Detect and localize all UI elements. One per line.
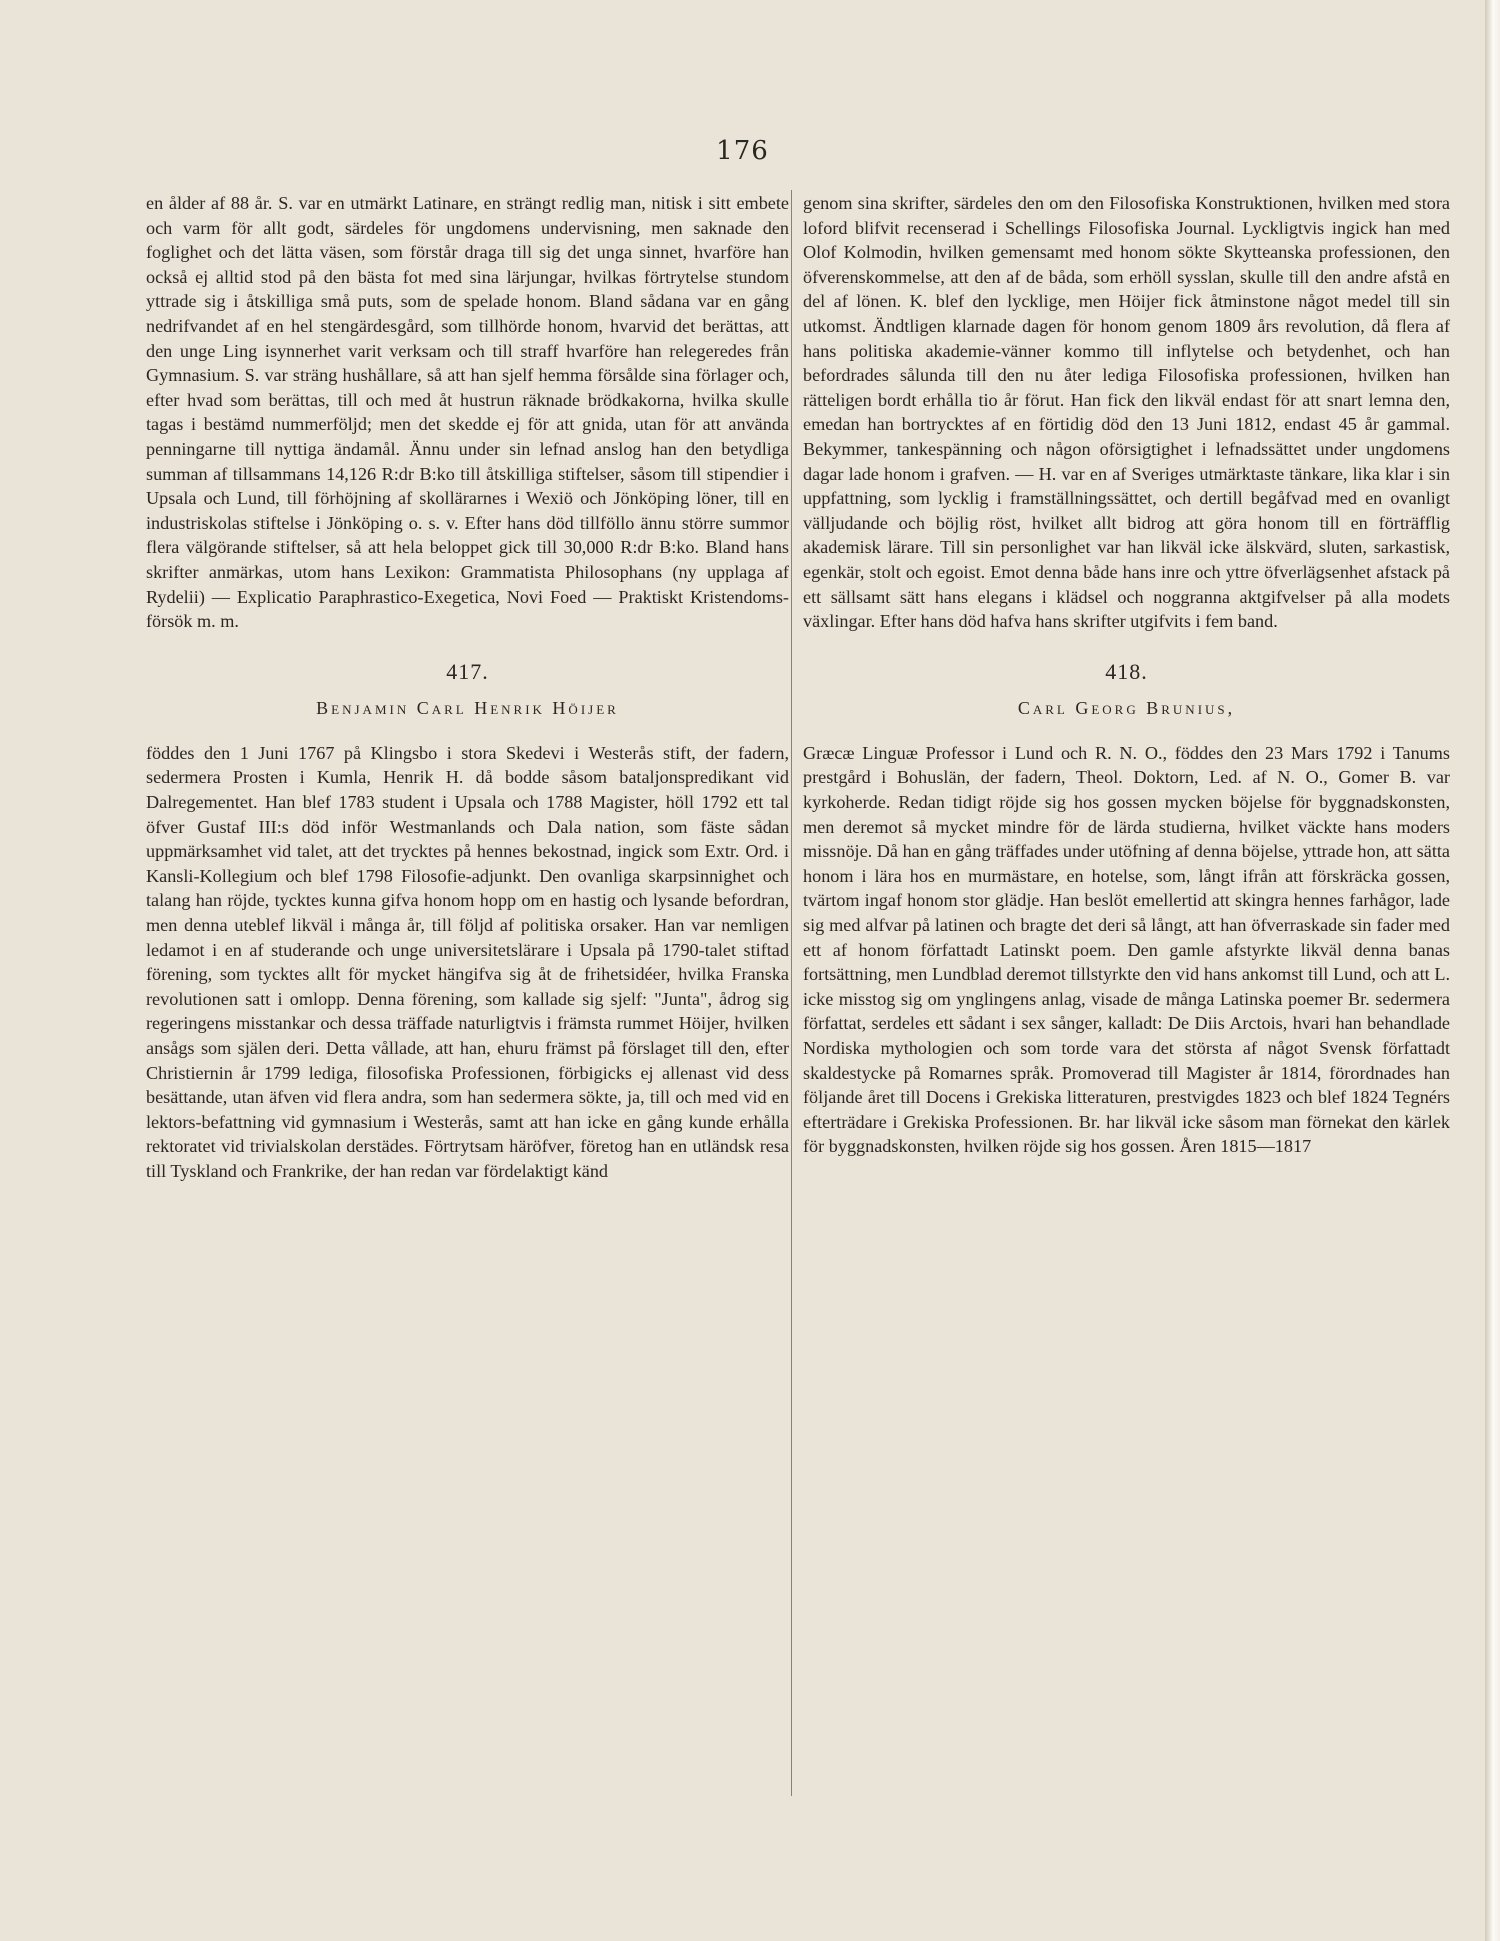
entry-name-hoijer: Benjamin Carl Henrik Höijer — [316, 698, 619, 719]
entry-number-417: 417. — [446, 658, 489, 684]
right-column — [803, 191, 1450, 1159]
column-divider — [791, 190, 792, 1796]
right-continued-text: genom sina skrifter, särdeles den om den Filosofiska Konstruktionen, hvilken med stora loford blifvit recenserad i Schellings Filosofiska Journal. Lyckligtvis ingick han med Olof Kolmodin, hvilken gemensamt med honom sökte Skytteanska professionen, den öfverenskommelse, att den af de båda, som erhöll sysslan, skulle till den andre afstå en del af lönen. K. blef den lycklige, men Höijer fick åtminstone något medel till sin utkomst. Ändtligen klarnade dagen för honom genom 1809 års revolution, då flera af hans politiska akademie-vänner kommo till inflytelse och betydenhet, och han befordrades sålunda till den nu åter lediga Filosofiska professionen, hvilken han rätteligen bordt erhålla tio år förut. Han fick den likväl endast för att snart lemna den, emedan han bortrycktes af en förtidig död den 13 Juni 1812, endast 45 år gammal. Bekymmer, tankespänning och någon oförsigtighet i lefnadssättet under ungdomens dagar lade honom i grafven. — H. var en af Sveriges utmärktaste tänkare, lika klar i sin uppfattning, som lycklig i framställningssättet, och dertill begåfvad med en ovanligt välljudande och böjlig röst, hvilket allt bidrog att göra honom till en förträfflig akademisk lärare. Till sin personlighet var han likväl icke älskvärd, sluten, sarkastisk, egenkär, stolt och egoist. Emot denna både hans inre och yttre öfverlägsenhet afstack på ett sällsamt sätt hans elegans i klädsel och noggranna aktgifvelser på alla modets växlingar. Efter hans död hafva hans skrifter utgifvits i fem band. — [803, 193, 1450, 632]
entry-text-brunius: Græcæ Linguæ Professor i Lund och R. N. O., föddes den 23 Mars 1792 i Tanums prestgård i Bohuslän, der fadern, Theol. Doktorn, Led. af N. O., Gomer B. var kyrkoherde. Redan tidigt röjde sig hos gossen mycken böjelse för byggnadskonsten, men deremot så mycket mindre för de lärda studierna, hvilket väckte hans moders missnöje. Då han en gång träffades under utöfning af denna böjelse, yttrade hon, att sätta honom i lära hos en murmästare, en hotelse, som, långt ifrån att förskräcka gossen, tvärtom ingaf honom stor glädje. Han beslöt emellertid att skingra hennes farhågor, lade sig med alfvar på latinen och bragte det deri så långt, att han öfverraskade sin fader med ett af honom författadt Latinskt poem. Den gamle afstyrkte likväl denna banas fortsättning, men Lundblad deremot tillstyrkte den vid hans ankomst till Lund, och att L. icke misstog sig om ynglingens anlag, visade de många Latinska poemer Br. sedermera författat, serdeles ett sådant i sex sånger, kalladt: De Diis Arctois, hvari han behandlade Nordiska mythologien och som torde vara det största af något Svensk författadt skaldestycke på Romarnes språk. Promoverad till Magister år 1814, förordnades han följande året till Docens i Grekiska litteraturen, prestvigdes 1823 och blef 1824 Tegnérs efterträdare i Grekiska Professionen. Br. har likväl icke såsom man förnekat den kärlek för byggnadskonsten, hvilken röjde sig hos gossen. Åren 1815—1817 — [803, 742, 1450, 1157]
left-column — [146, 191, 789, 1184]
entry-name-brunius: Carl Georg Brunius, — [1017, 698, 1236, 719]
page-number: 176 — [716, 136, 769, 166]
page-edge — [1485, 0, 1500, 1941]
left-continued-text: en ålder af 88 år. S. var en utmärkt Latinare, en strängt redlig man, nitisk i sitt embete och varm för allt godt, särdeles för ungdomens undervisning, men saknade den foglighet och det lätta väsen, som förstår draga till sig det unga sinnet, hvarföre han också ej alltid stod på den bästa fot med sina lärjungar, hvilkas förtrytelse stundom yttrade sig i åtskilliga små puts, som de spelade honom. Bland sådana var en gång nedrifvandet af en hel stengärdesgård, som tillhörde honom, hvarvid det berättas, att den unge Ling isynnerhet varit verksam och till straff hvarföre han relegeredes från Gymnasium. S. var sträng hushållare, så att han sjelf hemma försålde sina förlager och, efter hvad som berättas, till och med åt hustrun räknade brödkakorna, hvilka skulle tagas i bestämd nummerföljd; men det skedde ej för att gnida, utan för att använda penningarne till nyttiga ändamål. Ännu under sin lefnad anslog han den betydliga summan af tillsammans 14,126 R:dr B:ko till åtskilliga stiftelser, såsom till stipendier i Upsala och Lund, till förhöjning af skollärarnes i Wexiö och Jönköping löner, till en industriskolas stiftelse i Jönköping o. s. v. Efter hans död tillföllo ännu större summor flera välgörande stiftelser, så att hela beloppet gick till 30,000 R:dr B:ko. Bland hans skrifter anmärkas, utom hans Lexikon: Grammatista Philosophans (ny upplaga af Rydelii) — Explicatio Paraphrastico-Exegetica, Novi Foed — Praktiskt Kristendoms-försök m. m. — [146, 193, 789, 632]
entry-number-418: 418. — [1105, 658, 1148, 684]
entry-text-hoijer: föddes den 1 Juni 1767 på Klingsbo i stora Skedevi i Westerås stift, der fadern, sedermera Prosten i Kumla, Henrik H. då bodde såsom bataljonspredikant vid Dalregementet. Han blef 1783 student i Upsala och 1788 Magister, höll 1792 ett tal öfver Gustaf III:s död inför Westmanlands och Dala nation, som fäste sådan uppmärksamhet vid talet, att det trycktes på hennes bekostnad, ingick som Extr. Ord. i Kansli-Kollegium och blef 1798 Filosofie-adjunkt. Den ovanliga skarpsinnighet och talang han röjde, tycktes kunna gifva honom hopp om en hastig och lysande befordran, men denna uteblef likväl i många år, till följd af politiska orsaker. Han var nemligen ledamot i en af studerande och unge universitetslärare i Upsala på 1790-talet stiftad förening, som tycktes allt för mycket hängifva sig åt de frihetsidéer, hvilka Franska revolutionen satt i omlopp. Denna förening, som kallade sig sjelf: "Junta", ådrog sig regeringens misstankar och dessa träffade naturligtvis i främsta rummet Höijer, hvilken ansågs som själen deri. Detta vållade, att han, ehuru främst på förslaget till den, efter Christiernin år 1799 lediga, filosofiska Professionen, förbigicks ej allenast vid dess besättande, utan äfven vid flera andra, som han sedermera sökte, ja, till och med vid en lektors-befattning vid gymnasium i Westerås, samt att han icke en gång kunde erhålla rektoratet vid trivialskolan derstädes. Förtrytsam häröfver, företog han en utländsk resa till Tyskland och Frankrike, der han redan var fördelaktigt känd — [146, 742, 789, 1181]
